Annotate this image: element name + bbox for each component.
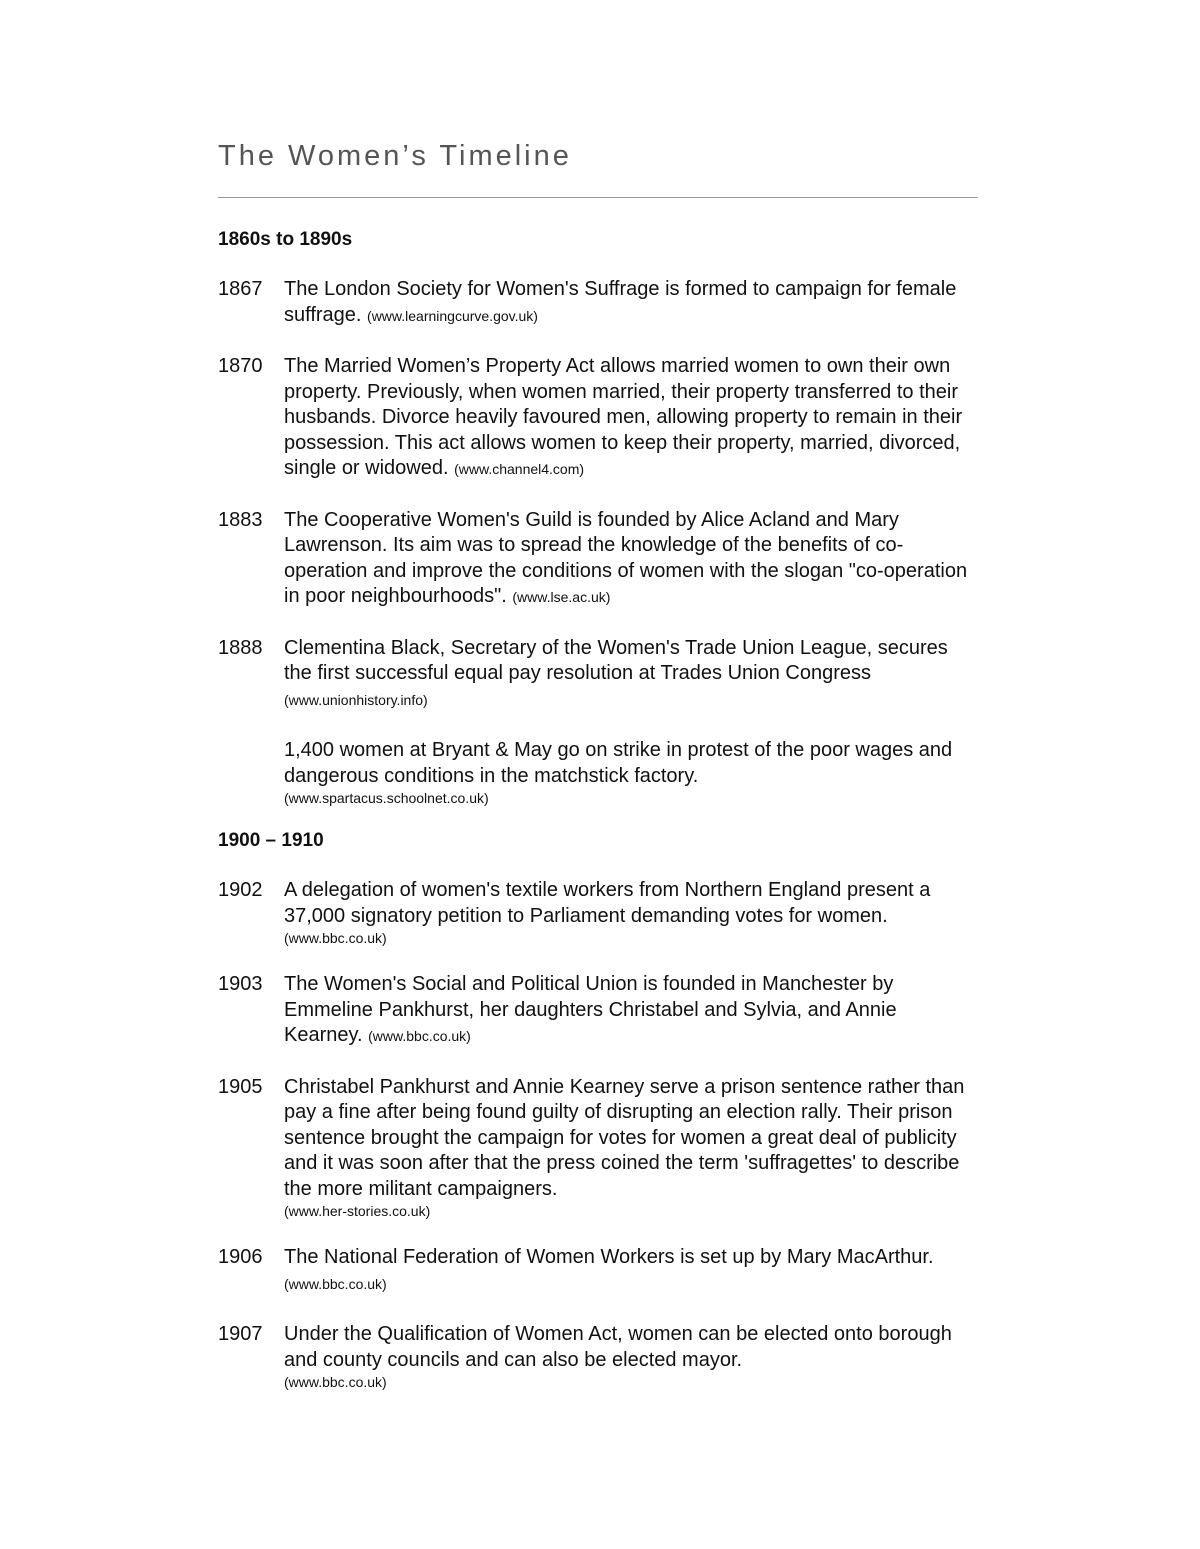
- entry-year: 1906: [218, 1246, 263, 1268]
- entry-body: [284, 1322, 980, 1391]
- timeline-entry: [218, 1245, 980, 1297]
- section-heading: 1860s to 1890s: [218, 229, 353, 250]
- entry-body: [284, 636, 980, 714]
- entry-year: 1907: [218, 1323, 263, 1345]
- entry-text: The National Federation of Women Workers is set up by Mary MacArthur.: [284, 1246, 934, 1268]
- timeline-entry: [218, 738, 980, 807]
- entry-year: 1888: [218, 636, 263, 659]
- entry-year: 1903: [218, 973, 263, 995]
- timeline-entry: [218, 508, 980, 611]
- entry-body: [284, 277, 980, 329]
- entry-source: (www.her-stories.co.uk): [284, 1203, 431, 1219]
- entry-text: The Women's Social and Political Union is founded in Manchester by Emmeline Pankhurst, her daughters Christabel and Sylvia, and Annie Kearney.: [284, 973, 897, 1046]
- timeline-entry: [218, 878, 980, 947]
- timeline-entry: [218, 277, 980, 329]
- page-title: The Women’s Timeline: [218, 140, 572, 172]
- entry-year: 1902: [218, 879, 263, 901]
- entry-year: 1867: [218, 278, 263, 300]
- entry-source: (www.channel4.com): [454, 461, 585, 477]
- entry-text: Clementina Black, Secretary of the Women's Trade Union League, secures the first successful equal pay resolution at Trades Union Congress: [284, 636, 948, 684]
- entry-source: (www.bbc.co.uk): [284, 930, 387, 946]
- timeline-entry: [218, 1075, 980, 1221]
- entry-source: (www.spartacus.schoolnet.co.uk): [284, 790, 489, 806]
- title-divider: [218, 197, 978, 198]
- entry-text: Christabel Pankhurst and Annie Kearney serve a prison sentence rather than pay a fine after being found guilty of disrupting an election rally. Their prison sentence brought the campaign for votes for women a great deal of publicity and it was soon after that the press coined the term 'suffragettes' to describe the more militant campaigners.: [284, 1075, 965, 1200]
- entry-text: 1,400 women at Bryant & May go on strike in protest of the poor wages and dangerous conditions in the matchstick factory.: [284, 739, 953, 787]
- entry-source: (www.bbc.co.uk): [368, 1028, 471, 1044]
- section-heading: 1900 – 1910: [218, 830, 324, 851]
- entry-source: (www.bbc.co.uk): [284, 1275, 387, 1292]
- entry-body: [284, 878, 980, 947]
- entry-year: 1870: [218, 355, 263, 377]
- entry-text: A delegation of women's textile workers from Northern England present a 37,000 signatory petition to Parliament demanding votes for women.: [284, 879, 931, 927]
- entry-year: 1883: [218, 508, 263, 531]
- entry-body: [284, 508, 980, 611]
- timeline-entry: [218, 1322, 980, 1391]
- entry-year: 1905: [218, 1075, 263, 1098]
- entry-text: Under the Qualification of Women Act, women can be elected onto borough and county councils and can also be elected mayor.: [284, 1323, 952, 1371]
- timeline-entry: [218, 354, 980, 483]
- entry-body: [284, 738, 980, 807]
- entry-body: [284, 1245, 980, 1297]
- entry-source: (www.lse.ac.uk): [512, 589, 611, 605]
- entry-source: (www.unionhistory.info): [284, 691, 428, 708]
- entry-body: [284, 354, 980, 483]
- entry-year: [218, 738, 284, 807]
- entry-text: The Cooperative Women's Guild is founded by Alice Acland and Mary Lawrenson. Its aim was to spread the knowledge of the benefits of co-operation and improve the conditions of women with the slogan "co-operation in poor neighbourhoods".: [284, 508, 968, 607]
- entry-body: [284, 1075, 980, 1221]
- entry-source: (www.bbc.co.uk): [284, 1374, 387, 1390]
- entry-text: The London Society for Women's Suffrage is formed to campaign for female suffrage.: [284, 278, 957, 326]
- entry-source: (www.learningcurve.gov.uk): [367, 307, 538, 324]
- entry-text: The Married Women’s Property Act allows married women to own their own property. Previously, when women married, their property transferred to their husbands. Divorce heavily favoured men, allowing property to remain in their possession. This act allows women to keep their property, married, divorced, single or widowed.: [284, 355, 963, 479]
- entry-body: [284, 972, 980, 1050]
- timeline-entry: [218, 636, 980, 714]
- document-page: [218, 138, 980, 1391]
- timeline-entry: [218, 972, 980, 1050]
